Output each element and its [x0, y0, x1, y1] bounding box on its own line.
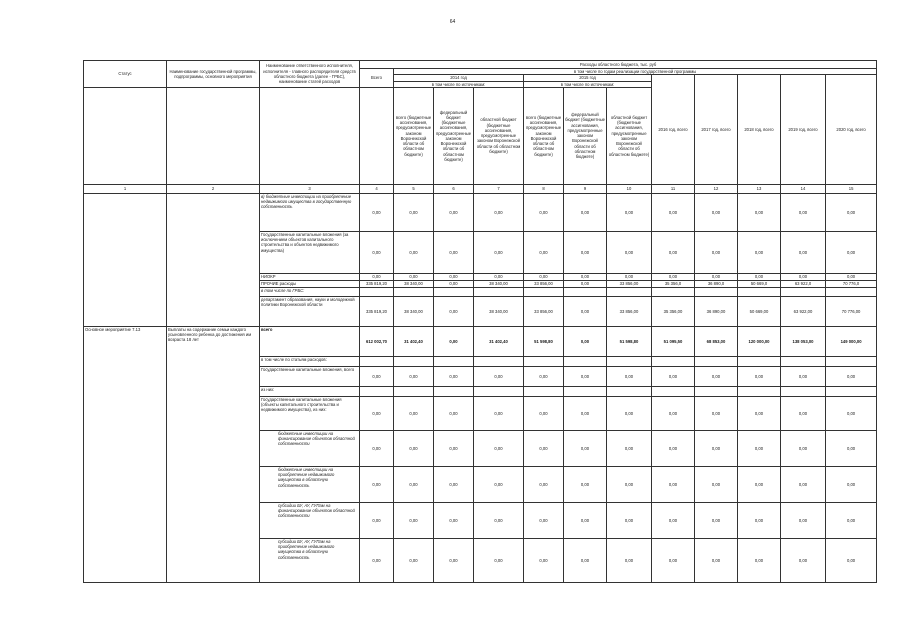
value-cell: [607, 386, 652, 396]
value-cell: [474, 356, 524, 366]
value-cell: [826, 386, 877, 396]
value-cell: 0,00: [652, 366, 695, 386]
value-cell: [474, 386, 524, 396]
value-cell: [434, 356, 474, 366]
header-2019: 2019 год, всего: [781, 75, 826, 185]
value-cell: [738, 287, 781, 296]
value-cell: 0,00: [781, 430, 826, 466]
value-cell: 0,00: [394, 430, 434, 466]
value-cell: 38 340,00: [474, 280, 524, 287]
value-cell: 0,00: [738, 366, 781, 386]
row-label: субсидии БУ, АУ, ГУПам на приобретение недвижимого имущества в областную собственность: [260, 538, 360, 582]
header-2016: 2016 год, всего: [652, 75, 695, 185]
value-cell: 0,00: [524, 466, 564, 502]
value-cell: 33 856,00: [607, 280, 652, 287]
value-cell: 0,00: [826, 231, 877, 273]
value-cell: 0,00: [738, 396, 781, 430]
value-cell: 38 340,00: [394, 296, 434, 326]
value-cell: 335 819,20: [360, 296, 394, 326]
header-executor: Наименование ответственного исполнителя, исполнителя - главного распорядителя средств областного бюджета (далее - ГРБС), наименование статей расходов: [260, 61, 360, 88]
value-cell: [607, 356, 652, 366]
value-cell: 0,00: [394, 466, 434, 502]
row-label: департамент образования, науки и молодежной политики Воронежской области: [260, 296, 360, 326]
row-label: из них:: [260, 386, 360, 396]
value-cell: 0,00: [781, 231, 826, 273]
value-cell: [524, 386, 564, 396]
header-total: Всего: [360, 69, 394, 88]
value-cell: 0,00: [434, 466, 474, 502]
value-cell: [695, 386, 738, 396]
value-cell: 0,00: [695, 502, 738, 538]
row-label: Государственные капитальные вложения (объекты капитального строительства и недвижимого имущества), из них:: [260, 396, 360, 430]
value-cell: 0,00: [826, 466, 877, 502]
value-cell: 0,00: [434, 280, 474, 287]
value-cell: 0,00: [826, 273, 877, 280]
value-cell: [474, 287, 524, 296]
value-cell: 0,00: [360, 430, 394, 466]
value-cell: 0,00: [652, 396, 695, 430]
total-value: 138 053,00: [781, 326, 826, 356]
header-2015-regional: областной бюджет (бюджетные ассигнования, предусмотренные законом Воронежской области об областном бюджете): [607, 87, 652, 184]
value-cell: 0,00: [781, 273, 826, 280]
value-cell: 0,00: [652, 273, 695, 280]
value-cell: [434, 386, 474, 396]
value-cell: 0,00: [360, 193, 394, 231]
value-cell: 0,00: [738, 466, 781, 502]
value-cell: 0,00: [564, 280, 607, 287]
value-cell: 0,00: [524, 396, 564, 430]
value-cell: 0,00: [564, 502, 607, 538]
value-cell: 0,00: [434, 296, 474, 326]
value-cell: 0,00: [607, 231, 652, 273]
header-2020: 2020 год, всего: [826, 75, 877, 185]
value-cell: 0,00: [781, 366, 826, 386]
value-cell: [394, 386, 434, 396]
total-value: 68 853,00: [695, 326, 738, 356]
value-cell: 0,00: [524, 366, 564, 386]
header-by-years: в том числе по годам реализации государственной программы: [394, 69, 877, 75]
value-cell: 0,00: [826, 193, 877, 231]
col-num: 6: [434, 184, 474, 193]
value-cell: [394, 356, 434, 366]
value-cell: 0,00: [434, 396, 474, 430]
page-number: 64: [449, 19, 456, 25]
col-num: 11: [652, 184, 695, 193]
header-year-2015: 2015 год: [524, 75, 652, 81]
col-num: 12: [695, 184, 738, 193]
value-cell: 0,00: [360, 231, 394, 273]
col-num: 7: [474, 184, 524, 193]
value-cell: 0,00: [474, 466, 524, 502]
value-cell: 35 356,00: [652, 296, 695, 326]
value-cell: 36 890,00: [695, 296, 738, 326]
header-2014-regional: областной бюджет (бюджетные ассигнования, предусмотренные законом Воронежской области об областном бюджете): [474, 87, 524, 184]
value-cell: 0,00: [695, 193, 738, 231]
value-cell: [652, 287, 695, 296]
value-cell: 0,00: [695, 273, 738, 280]
value-cell: 0,00: [607, 366, 652, 386]
value-cell: 0,00: [738, 273, 781, 280]
total-value: 31 402,40: [394, 326, 434, 356]
value-cell: 0,00: [564, 466, 607, 502]
value-cell: 0,00: [564, 396, 607, 430]
total-value: 51 598,80: [607, 326, 652, 356]
col-num: 2: [167, 184, 260, 193]
header-2018: 2018 год, всего: [738, 75, 781, 185]
value-cell: [564, 287, 607, 296]
value-cell: 0,00: [564, 231, 607, 273]
value-cell: 335 819,20: [360, 280, 394, 287]
value-cell: 36 890,0: [695, 280, 738, 287]
value-cell: [360, 356, 394, 366]
value-cell: [695, 356, 738, 366]
value-cell: 0,00: [434, 430, 474, 466]
program-cell: [167, 193, 260, 326]
value-cell: 0,00: [360, 273, 394, 280]
value-cell: 0,00: [394, 366, 434, 386]
value-cell: 0,00: [564, 538, 607, 582]
table-header: [84, 61, 877, 194]
col-num: 15: [826, 184, 877, 193]
value-cell: 0,00: [474, 502, 524, 538]
value-cell: 0,00: [524, 502, 564, 538]
value-cell: 35 356,0: [652, 280, 695, 287]
value-cell: 0,00: [524, 231, 564, 273]
value-cell: 0,00: [781, 466, 826, 502]
col-num: 9: [564, 184, 607, 193]
total-label: всего: [260, 326, 360, 356]
row-label: бюджетные инвестиции на финансирование объектов областной собственности: [260, 430, 360, 466]
value-cell: 0,00: [474, 396, 524, 430]
value-cell: 0,00: [826, 430, 877, 466]
value-cell: 0,00: [738, 231, 781, 273]
value-cell: [826, 287, 877, 296]
total-value: 31 402,40: [474, 326, 524, 356]
value-cell: 0,00: [360, 366, 394, 386]
value-cell: 38 340,00: [474, 296, 524, 326]
value-cell: [394, 287, 434, 296]
value-cell: 0,00: [360, 502, 394, 538]
value-cell: 0,00: [524, 193, 564, 231]
value-cell: 0,00: [826, 502, 877, 538]
value-cell: 0,00: [360, 396, 394, 430]
value-cell: 0,00: [564, 193, 607, 231]
value-cell: 33 856,00: [524, 280, 564, 287]
value-cell: 0,00: [474, 430, 524, 466]
status-cell: [84, 193, 167, 326]
value-cell: 0,00: [607, 538, 652, 582]
total-value: 0,00: [434, 326, 474, 356]
value-cell: [781, 386, 826, 396]
value-cell: 0,00: [695, 538, 738, 582]
total-value: 51 095,50: [652, 326, 695, 356]
value-cell: 0,00: [781, 396, 826, 430]
header-program: Наименование государственной программы, подпрограммы, основного мероприятия: [167, 61, 260, 88]
value-cell: 0,00: [564, 296, 607, 326]
value-cell: [360, 386, 394, 396]
value-cell: 33 856,00: [524, 296, 564, 326]
value-cell: 0,00: [434, 502, 474, 538]
col-num: 3: [260, 184, 360, 193]
value-cell: 0,00: [652, 430, 695, 466]
value-cell: 0,00: [607, 396, 652, 430]
value-cell: 0,00: [474, 193, 524, 231]
value-cell: 0,00: [524, 538, 564, 582]
value-cell: 0,00: [607, 502, 652, 538]
row-label: ПРОЧИЕ расходы: [260, 280, 360, 287]
value-cell: 0,00: [738, 538, 781, 582]
value-cell: 0,00: [652, 466, 695, 502]
value-cell: 0,00: [781, 193, 826, 231]
total-value: 120 000,00: [738, 326, 781, 356]
value-cell: 0,00: [826, 538, 877, 582]
value-cell: 0,00: [394, 273, 434, 280]
header-expenses: Расходы областного бюджета, тыс. руб: [360, 61, 877, 69]
value-cell: [652, 356, 695, 366]
budget-table: [83, 60, 877, 583]
value-cell: [781, 287, 826, 296]
value-cell: 0,00: [394, 396, 434, 430]
value-cell: 0,00: [652, 538, 695, 582]
value-cell: 0,00: [434, 538, 474, 582]
value-cell: 70 776,0: [826, 280, 877, 287]
value-cell: 0,00: [652, 231, 695, 273]
main-event-rows: [84, 326, 877, 582]
header-status: Статус: [84, 61, 167, 88]
total-value: 51 598,80: [524, 326, 564, 356]
value-cell: 0,00: [564, 366, 607, 386]
value-cell: [524, 287, 564, 296]
value-cell: 0,00: [564, 273, 607, 280]
value-cell: 0,00: [695, 466, 738, 502]
value-cell: 0,00: [695, 430, 738, 466]
col-num: 5: [394, 184, 434, 193]
value-cell: 0,00: [474, 231, 524, 273]
value-cell: 50 669,0: [738, 280, 781, 287]
header-2014-total: всего (бюджетные ассигнования, предусмотренные законом Воронежской области об областном бюджете): [394, 87, 434, 184]
value-cell: 0,00: [781, 502, 826, 538]
value-cell: 0,00: [695, 396, 738, 430]
table-row: [84, 193, 877, 231]
value-cell: 0,00: [652, 502, 695, 538]
col-num: 1: [84, 184, 167, 193]
value-cell: 0,00: [564, 430, 607, 466]
value-cell: 0,00: [394, 538, 434, 582]
value-cell: [695, 287, 738, 296]
value-cell: 0,00: [826, 366, 877, 386]
value-cell: 0,00: [394, 502, 434, 538]
table-row: [84, 326, 877, 356]
row-label: НИОКР: [260, 273, 360, 280]
header-year-2014: 2014 год: [394, 75, 524, 81]
column-numbers-row: [84, 184, 877, 193]
value-cell: 63 922,0: [781, 280, 826, 287]
value-cell: [434, 287, 474, 296]
value-cell: 50 669,00: [738, 296, 781, 326]
continuation-rows: [84, 193, 877, 326]
col-num: 8: [524, 184, 564, 193]
total-value: 612 002,70: [360, 326, 394, 356]
header-2014-federal: федеральный бюджет (бюджетные ассигнования, предусмотренные законом Воронежской области об областном бюджете): [434, 87, 474, 184]
value-cell: 0,00: [394, 231, 434, 273]
row-label: бюджетные инвестиции на приобретение недвижимого имущества в областную собственность: [260, 466, 360, 502]
value-cell: [652, 386, 695, 396]
header-sources-2014: в том числе по источникам:: [394, 81, 524, 87]
value-cell: 38 340,00: [394, 280, 434, 287]
value-cell: [360, 287, 394, 296]
value-cell: 0,00: [607, 430, 652, 466]
value-cell: 0,00: [474, 273, 524, 280]
value-cell: 0,00: [474, 538, 524, 582]
value-cell: 0,00: [695, 231, 738, 273]
value-cell: 63 922,00: [781, 296, 826, 326]
value-cell: [524, 356, 564, 366]
value-cell: 0,00: [826, 396, 877, 430]
value-cell: 0,00: [434, 273, 474, 280]
value-cell: 0,00: [524, 273, 564, 280]
row-label: в том числе по ГРБС:: [260, 287, 360, 296]
col-num: 10: [607, 184, 652, 193]
value-cell: [826, 356, 877, 366]
value-cell: 33 856,00: [607, 296, 652, 326]
col-num: 13: [738, 184, 781, 193]
value-cell: [738, 356, 781, 366]
header-2017: 2017 год, всего: [695, 75, 738, 185]
value-cell: 0,00: [781, 538, 826, 582]
row-label: в) бюджетные инвестиции на приобретение недвижимого имущества в государственную собственность: [260, 193, 360, 231]
total-value: 0,00: [564, 326, 607, 356]
col-num: 14: [781, 184, 826, 193]
value-cell: [607, 287, 652, 296]
value-cell: 70 776,00: [826, 296, 877, 326]
main-event-name: Выплаты на содержание семьи каждого усыновленного ребенка до достижения им возраста 18 лет: [167, 326, 260, 582]
value-cell: 0,00: [607, 193, 652, 231]
value-cell: 0,00: [360, 538, 394, 582]
row-label: Государственные капитальные вложения (за исключением объектов капитального строительства и объектов недвижимого имущества): [260, 231, 360, 273]
value-cell: 0,00: [434, 366, 474, 386]
value-cell: 0,00: [607, 466, 652, 502]
row-label: Государственные капитальные вложения, всего: [260, 366, 360, 386]
total-value: 149 000,00: [826, 326, 877, 356]
header-sources-2015: в том числе по источникам:: [524, 81, 652, 87]
value-cell: 0,00: [738, 193, 781, 231]
value-cell: 0,00: [607, 273, 652, 280]
main-event-status: Основное мероприятие 7.13: [84, 326, 167, 582]
value-cell: [781, 356, 826, 366]
value-cell: [738, 386, 781, 396]
value-cell: 0,00: [738, 430, 781, 466]
row-label: в том числе по статьям расходов:: [260, 356, 360, 366]
value-cell: 0,00: [474, 366, 524, 386]
value-cell: 0,00: [394, 193, 434, 231]
value-cell: [564, 356, 607, 366]
value-cell: 0,00: [360, 466, 394, 502]
header-2015-total: всего (бюджетные ассигнования, предусмотренные законом Воронежской области об областном бюджете): [524, 87, 564, 184]
col-num: 4: [360, 184, 394, 193]
value-cell: 0,00: [695, 366, 738, 386]
value-cell: 0,00: [652, 193, 695, 231]
row-label: субсидии БУ, АУ, ГУПам на финансирование объектов областной собственности: [260, 502, 360, 538]
value-cell: 0,00: [434, 193, 474, 231]
value-cell: 0,00: [738, 502, 781, 538]
header-2015-federal: федеральный бюджет (бюджетные ассигнования, предусмотренные законом Воронежской области об областном бюджете): [564, 87, 607, 184]
value-cell: 0,00: [434, 231, 474, 273]
value-cell: [564, 386, 607, 396]
value-cell: 0,00: [524, 430, 564, 466]
